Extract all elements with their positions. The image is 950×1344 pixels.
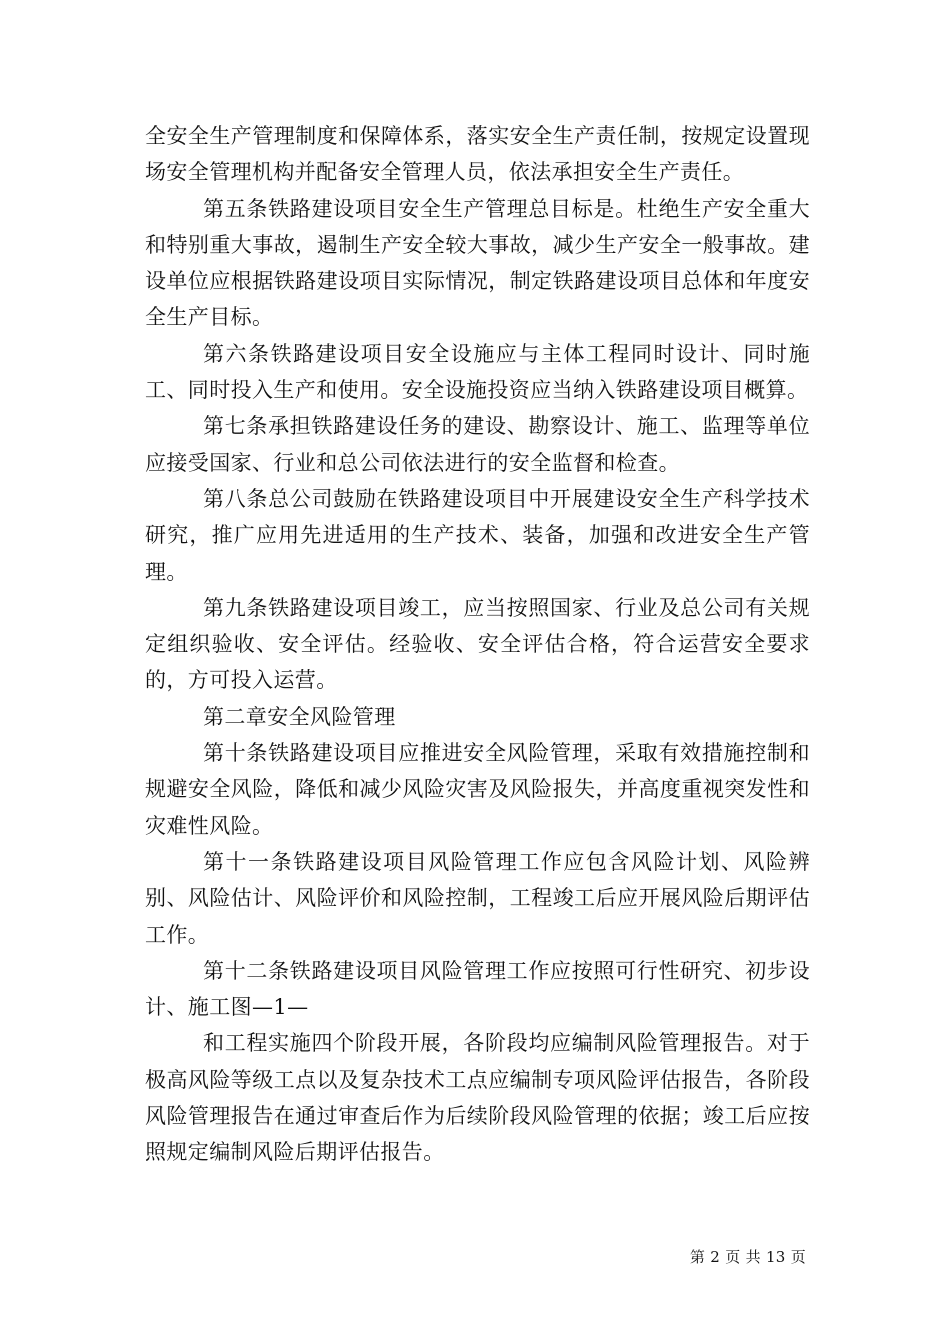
paragraph-article-5: 第五条铁路建设项目安全生产管理总目标是。杜绝生产安全重大和特别重大事故，遏制生产安全较大事故，减少生产安全一般事故。建设单位应根据铁路建设项目实际情况，制定铁路建设项目总体和年度安全生产目标。 (145, 196, 810, 330)
paragraph-article-12-continued: 和工程实施四个阶段开展，各阶段均应编制风险管理报告。对于极高风险等级工点以及复杂技术工点应编制专项风险评估报告，各阶段风险管理报告在通过审查后作为后续阶段风险管理的依据；竣工后应按照规定编制风险后期评估报告。 (145, 1031, 810, 1165)
paragraph-article-8: 第八条总公司鼓励在铁路建设项目中开展建设安全生产科学技术研究，推广应用先进适用的生产技术、装备，加强和改进安全生产管理。 (145, 486, 810, 584)
paragraph-article-12: 第十二条铁路建设项目风险管理工作应按照可行性研究、初步设计、施工图—1— (145, 958, 810, 1020)
paragraph-article-11: 第十一条铁路建设项目风险管理工作应包含风险计划、风险辨别、风险估计、风险评价和风险控制，工程竣工后应开展风险后期评估工作。 (145, 849, 810, 947)
chapter-heading: 第二章安全风险管理 (203, 704, 396, 729)
paragraph-article-7: 第七条承担铁路建设任务的建设、勘察设计、施工、监理等单位应接受国家、行业和总公司依法进行的安全监督和检查。 (145, 414, 810, 475)
paragraph-article-10: 第十条铁路建设项目应推进安全风险管理，采取有效措施控制和规避安全风险，降低和减少风险灾害及风险报失，并高度重视突发性和灾难性风险。 (145, 741, 810, 838)
paragraph-article-9: 第九条铁路建设项目竣工，应当按照国家、行业及总公司有关规定组织验收、安全评估。经验收、安全评估合格，符合运营安全要求的，方可投入运营。 (145, 595, 810, 693)
paragraph-article-6: 第六条铁路建设项目安全设施应与主体工程同时设计、同时施工、同时投入生产和使用。安全设施投资应当纳入铁路建设项目概算。 (145, 341, 810, 403)
page-number: 第 2 页 共 13 页 (689, 1248, 806, 1266)
paragraph-1: 全安全生产管理制度和保障体系，落实安全生产责任制，按规定设置现场安全管理机构并配备安全管理人员，依法承担安全生产责任。 (145, 124, 810, 185)
document-body (145, 118, 810, 1171)
